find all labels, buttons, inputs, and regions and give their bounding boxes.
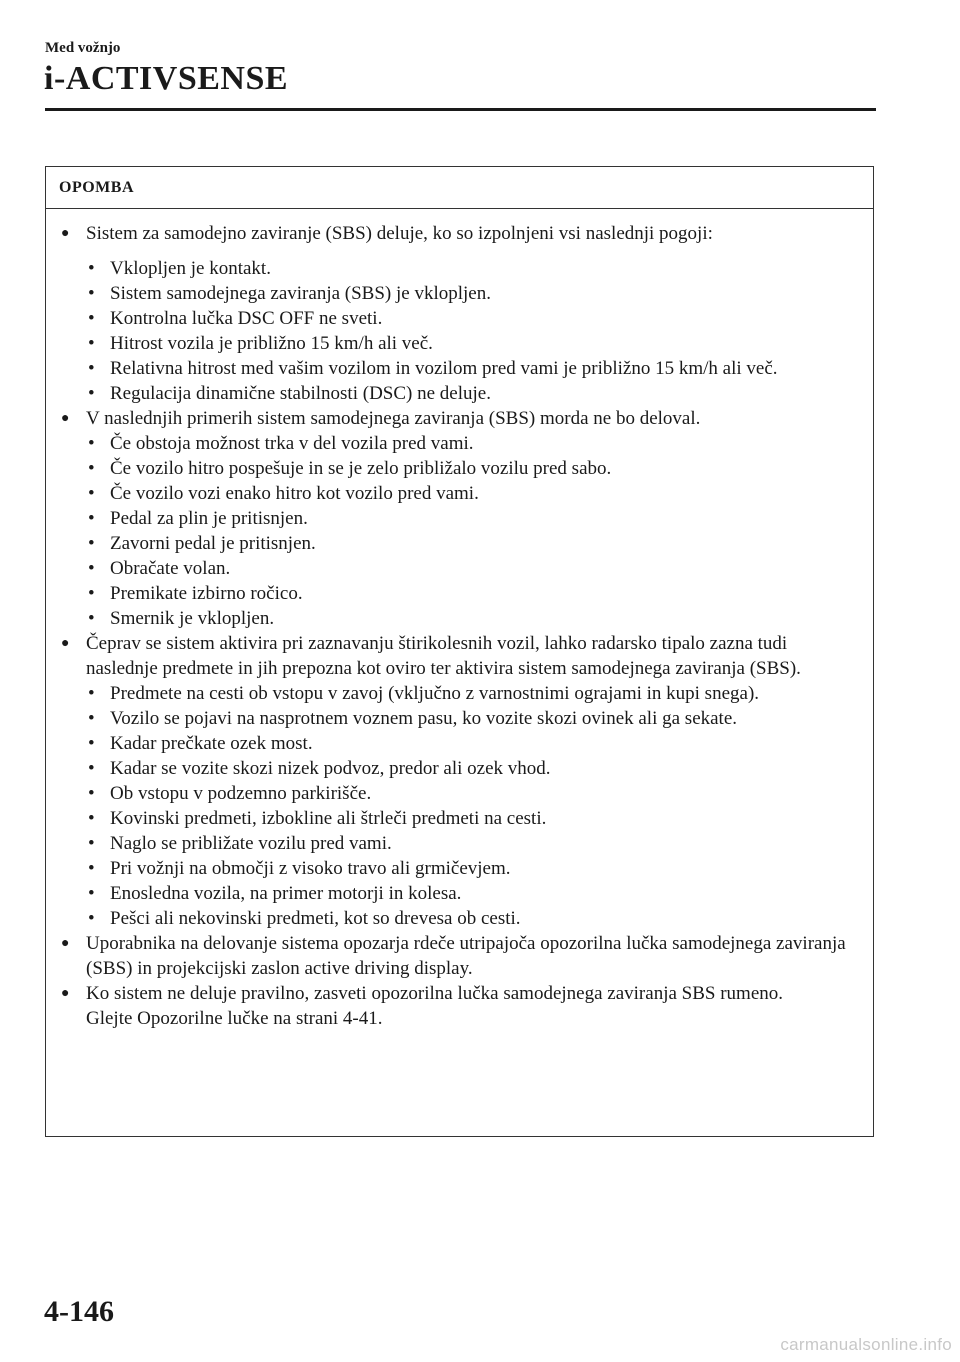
sub-bullet-icon: • [88,283,95,304]
note-subitem-text: Če vozilo hitro pospešuje in se je zelo približalo vozilu pred sabo. [110,458,612,479]
note-item-text: Sistem za samodejno zaviranje (SBS) deluje, ko so izpolnjeni vsi naslednji pogoji: [86,223,713,244]
note-subitem [58,531,863,556]
sub-bullet-icon: • [88,708,95,729]
note-item [58,631,863,681]
note-subitem [58,781,863,806]
sub-bullet-icon: • [88,308,95,329]
note-subitem-text: Sistem samodejnega zaviranja (SBS) je vklopljen. [110,283,491,304]
note-subitem [58,431,863,456]
note-subitem-text: Pešci ali nekovinski predmeti, kot so drevesa ob cesti. [110,908,521,929]
note-subitem [58,381,863,406]
sub-bullet-icon: • [88,383,95,404]
note-subitem-text: Vklopljen je kontakt. [110,258,271,279]
note-subitem [58,306,863,331]
note-subitem [58,731,863,756]
cross-reference: Glejte Opozorilne lučke na strani 4-41. [86,1008,383,1029]
note-subitem [58,481,863,506]
note-heading: OPOMBA [46,167,873,209]
note-subitem-text: Kontrolna lučka DSC OFF ne sveti. [110,308,383,329]
note-item-text: Ko sistem ne deluje pravilno, zasveti opozorilna lučka samodejnega zaviranja SBS rumeno. [86,983,783,1004]
sub-bullet-icon: • [88,583,95,604]
note-subitem-text: Smernik je vklopljen. [110,608,275,629]
note-item [58,406,863,431]
section-label: Med vožnjo [45,40,121,56]
note-item-text: V naslednjih primerih sistem samodejnega zaviranja (SBS) morda ne bo deloval. [86,408,701,429]
note-subitem [58,881,863,906]
sub-bullet-icon: • [88,433,95,454]
sub-bullet-icon: • [88,758,95,779]
note-subitem [58,906,863,931]
note-subitem-text: Vozilo se pojavi na nasprotnem voznem pasu, ko vozite skozi ovinek ali ga sekate. [110,708,738,729]
sub-bullet-icon: • [88,783,95,804]
note-subitem-text: Če vozilo vozi enako hitro kot vozilo pred vami. [110,483,479,504]
note-item [58,981,863,1006]
note-box [45,166,874,1137]
note-subitem [58,356,863,381]
bullet-dot-icon: ● [61,986,70,1001]
note-subitem [58,281,863,306]
note-subitem-text: Ob vstopu v podzemno parkirišče. [110,783,372,804]
note-subitem-text: Kadar se vozite skozi nizek podvoz, predor ali ozek vhod. [110,758,551,779]
sub-bullet-icon: • [88,333,95,354]
sub-bullet-icon: • [88,858,95,879]
sub-bullet-icon: • [88,908,95,929]
note-subitem-text: Če obstoja možnost trka v del vozila pred vami. [110,433,474,454]
note-subitem [58,256,863,281]
note-subitem [58,681,863,706]
sub-bullet-icon: • [88,833,95,854]
note-item-text: Uporabnika na delovanje sistema opozarja rdeče utripajoča opozorilna lučka samodejnega zaviranja (SBS) in projekcijski zaslon active driving display. [86,933,846,979]
sub-bullet-icon: • [88,683,95,704]
note-subitem [58,756,863,781]
sub-bullet-icon: • [88,483,95,504]
note-subitem [58,581,863,606]
page-title: i-ACTIVSENSE [44,60,289,97]
note-subitem-text: Pedal za plin je pritisnjen. [110,508,308,529]
note-subitem-text: Predmete na cesti ob vstopu v zavoj (vključno z varnostnimi ograjami in kupi snega). [110,683,760,704]
watermark: carmanualsonline.info [780,1335,952,1354]
bullet-dot-icon: ● [61,226,70,241]
sub-bullet-icon: • [88,883,95,904]
note-subitem-text: Naglo se približate vozilu pred vami. [110,833,392,854]
note-body [46,209,873,1031]
title-rule [45,108,876,111]
sub-bullet-icon: • [88,258,95,279]
sub-bullet-icon: • [88,733,95,754]
note-subitem [58,556,863,581]
note-subitem-text: Hitrost vozila je približno 15 km/h ali več. [110,333,433,354]
note-subitem-text: Kadar prečkate ozek most. [110,733,313,754]
sub-bullet-icon: • [88,458,95,479]
note-subitem-text: Obračate volan. [110,558,231,579]
bullet-dot-icon: ● [61,636,70,651]
note-subitem-text: Pri vožnji na območji z visoko travo ali grmičevjem. [110,858,511,879]
note-subitem [58,831,863,856]
note-subitem-text: Enosledna vozila, na primer motorji in kolesa. [110,883,462,904]
bullet-dot-icon: ● [61,411,70,426]
note-subitem-text: Relativna hitrost med vašim vozilom in vozilom pred vami je približno 15 km/h ali več. [110,358,778,379]
sub-bullet-icon: • [88,558,95,579]
note-item-text: Čeprav se sistem aktivira pri zaznavanju štirikolesnih vozil, lahko radarsko tipalo zazna tudi naslednje predmete in jih prepozna kot oviro ter aktivira sistem samodejnega zaviranja (SBS). [86,633,801,679]
sub-bullet-icon: • [88,808,95,829]
note-subitem [58,331,863,356]
note-subitem [58,506,863,531]
bullet-dot-icon: ● [61,936,70,951]
sub-bullet-icon: • [88,508,95,529]
sub-bullet-icon: • [88,358,95,379]
note-subitem [58,456,863,481]
note-subitem [58,706,863,731]
note-subitem [58,856,863,881]
page-number: 4-146 [44,1295,114,1328]
note-subitem-text: Premikate izbirno ročico. [110,583,303,604]
sub-bullet-icon: • [88,533,95,554]
sub-bullet-icon: • [88,608,95,629]
note-item [58,221,863,246]
note-subitem-text: Zavorni pedal je pritisnjen. [110,533,316,554]
note-subitem [58,606,863,631]
note-item [58,931,863,981]
note-subitem-text: Kovinski predmeti, izbokline ali štrleči predmeti na cesti. [110,808,547,829]
note-subitem-text: Regulacija dinamične stabilnosti (DSC) ne deluje. [110,383,491,404]
note-subitem [58,806,863,831]
